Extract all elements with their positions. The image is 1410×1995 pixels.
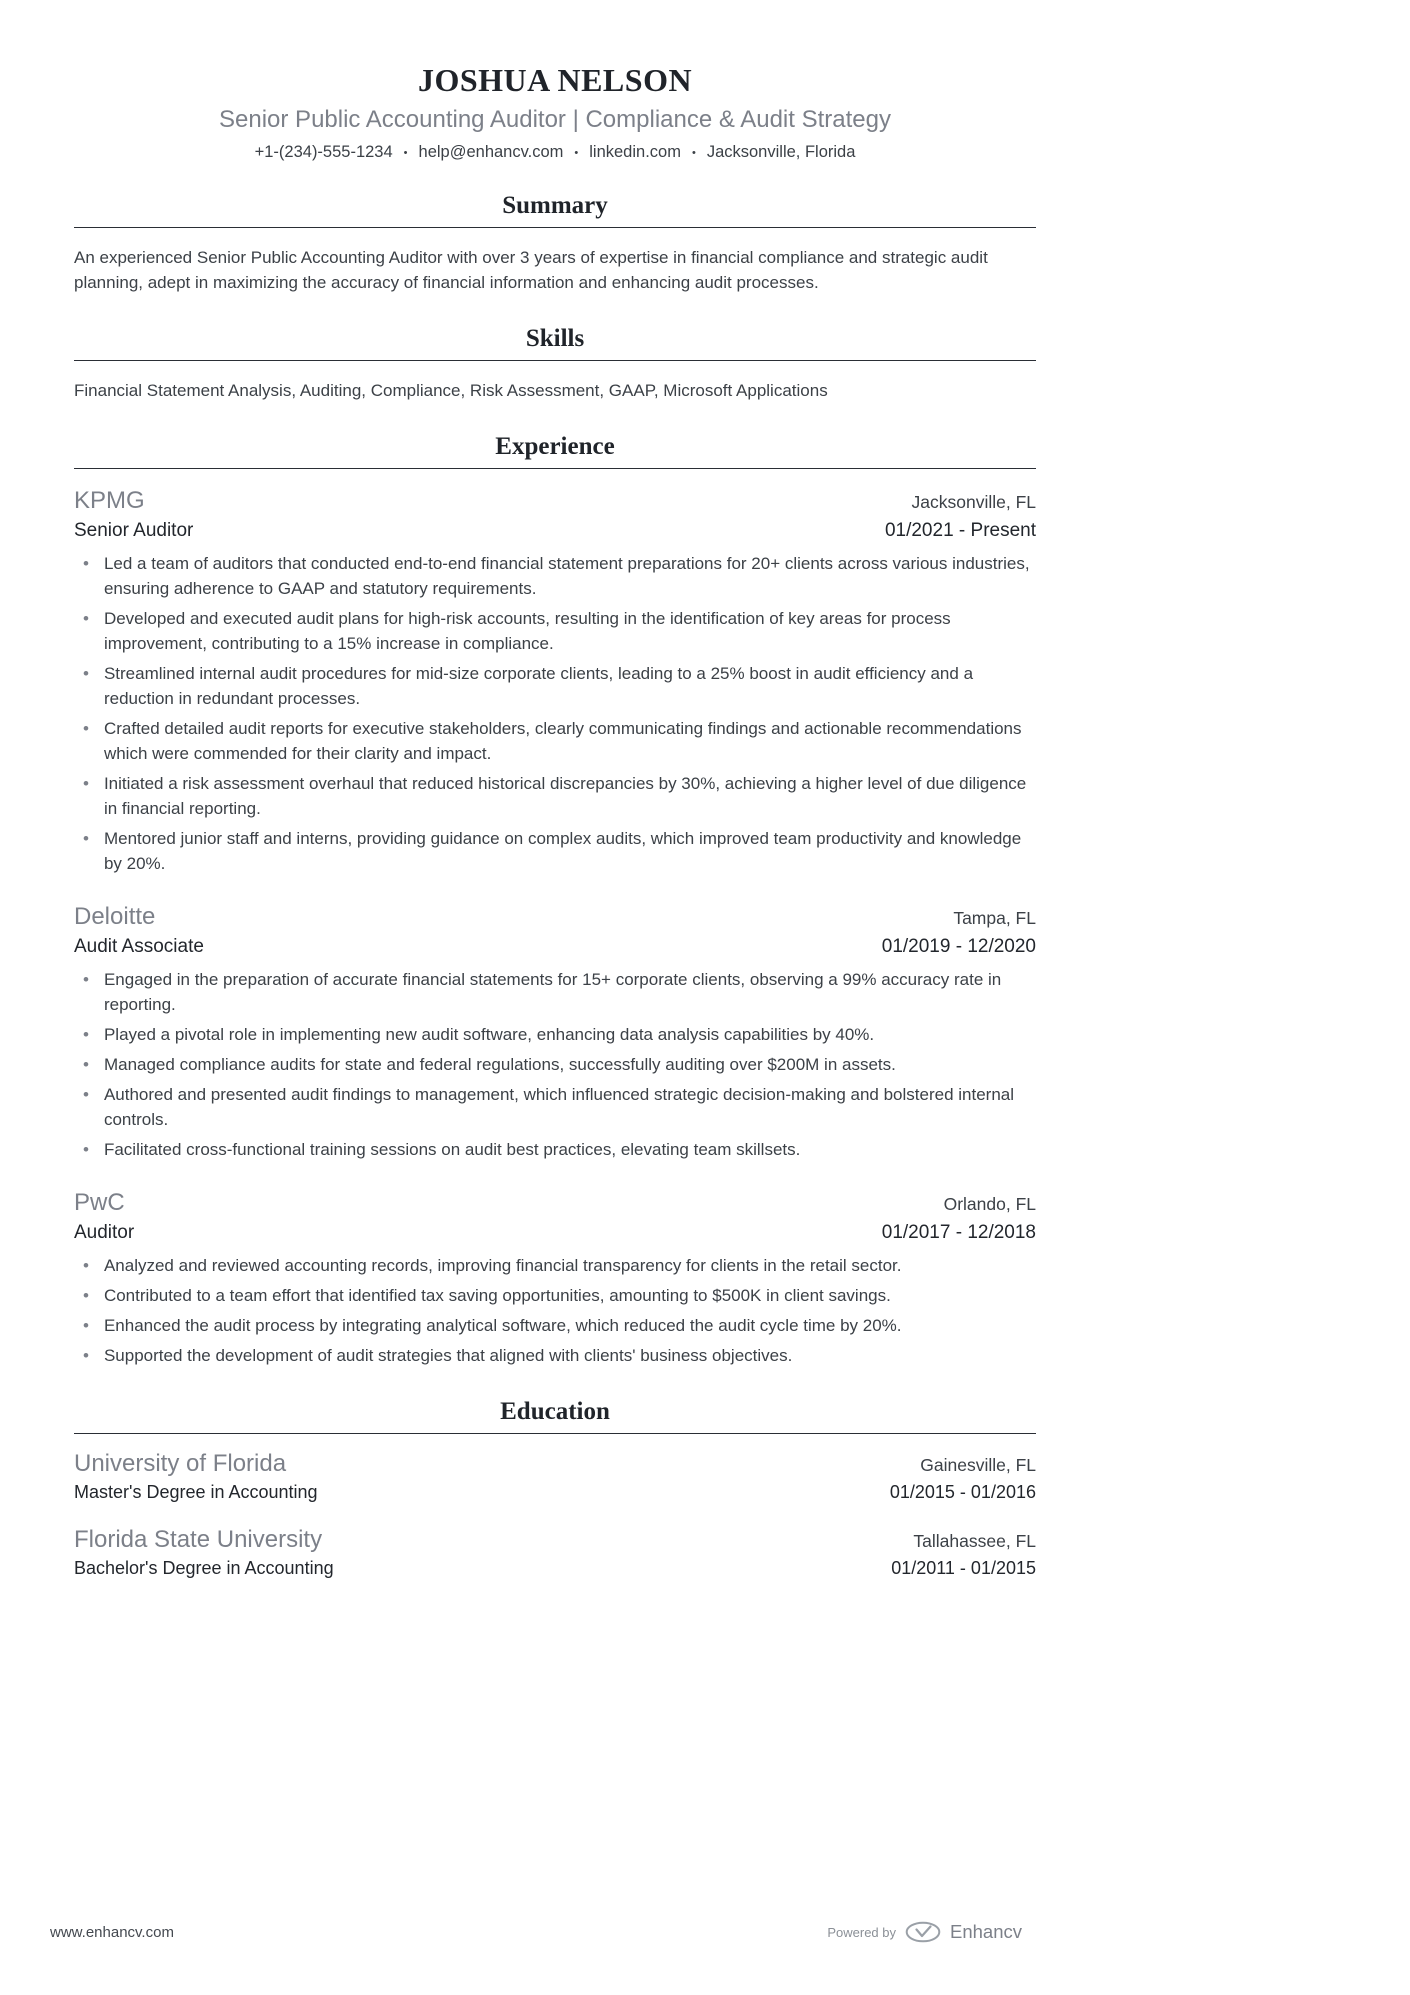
powered-by-label: Powered by bbox=[827, 1924, 896, 1940]
bullet-icon: • bbox=[83, 1346, 89, 1365]
company-location: Orlando, FL bbox=[943, 1194, 1036, 1214]
page-footer bbox=[50, 1921, 1022, 1943]
contact-separator: • bbox=[691, 146, 696, 159]
bullet-text: Analyzed and reviewed accounting records, improving financial transparency for clients in the retail sector. bbox=[103, 1256, 902, 1275]
bullet-icon: • bbox=[83, 970, 89, 989]
skills-text: Financial Statement Analysis, Auditing, Compliance, Risk Assessment, GAAP, Microsoft Applications bbox=[74, 381, 828, 400]
bullet-icon: • bbox=[83, 1140, 89, 1159]
degree-name: Master's Degree in Accounting bbox=[74, 1482, 318, 1502]
bullet-text: Developed and executed audit plans for high-risk accounts, resulting in the identification of key areas for process improvement, contributing to a 15% increase in compliance. bbox=[103, 609, 951, 653]
degree-name: Bachelor's Degree in Accounting bbox=[74, 1558, 334, 1578]
contact-link[interactable]: linkedin.com bbox=[589, 143, 681, 161]
job-dates: 01/2021 - Present bbox=[884, 520, 1036, 541]
bullet-item bbox=[74, 1283, 1036, 1308]
bullet-icon: • bbox=[83, 1286, 89, 1305]
section-divider bbox=[74, 1433, 1036, 1434]
bullet-text: Managed compliance audits for state and federal regulations, successfully auditing over $200M in assets. bbox=[103, 1055, 896, 1074]
job-title: Audit Associate bbox=[74, 936, 204, 957]
bullet-list bbox=[74, 1253, 1036, 1368]
skills-section bbox=[74, 325, 1036, 403]
education-dates: 01/2015 - 01/2016 bbox=[889, 1482, 1036, 1502]
resume-content bbox=[74, 0, 1036, 1579]
bullet-icon: • bbox=[83, 829, 89, 848]
education-dates: 01/2011 - 01/2015 bbox=[891, 1558, 1036, 1578]
education-section bbox=[74, 1398, 1036, 1579]
bullet-item bbox=[74, 1137, 1036, 1162]
job-title: Auditor bbox=[74, 1222, 135, 1243]
education-entries bbox=[74, 1450, 1036, 1579]
bullet-icon: • bbox=[83, 554, 89, 573]
company-name: PwC bbox=[74, 1189, 125, 1216]
job-dates: 01/2017 - 12/2018 bbox=[881, 1222, 1036, 1243]
entry-degree-row bbox=[74, 1482, 1036, 1503]
company-location: Jacksonville, FL bbox=[911, 492, 1036, 512]
bullet-icon: • bbox=[83, 609, 89, 628]
experience-section bbox=[74, 433, 1036, 1368]
bullet-item bbox=[74, 967, 1036, 1017]
bullet-text: Authored and presented audit findings to management, which influenced strategic decision-making and bolstered internal controls. bbox=[103, 1085, 1015, 1129]
person-title: Senior Public Accounting Auditor | Compliance & Audit Strategy bbox=[219, 106, 891, 133]
bullet-text: Streamlined internal audit procedures for mid-size corporate clients, leading to a 25% boost in audit efficiency and a reduction in redundant processes. bbox=[103, 664, 974, 708]
experience-entries bbox=[74, 487, 1036, 1368]
bullet-item bbox=[74, 771, 1036, 821]
bullet-item bbox=[74, 826, 1036, 876]
bullet-item bbox=[74, 606, 1036, 656]
resume-header bbox=[74, 62, 1036, 162]
bullet-item bbox=[74, 1052, 1036, 1077]
contact-email[interactable]: help@enhancv.com bbox=[418, 143, 564, 161]
school-name: Florida State University bbox=[74, 1526, 323, 1553]
contact-location: Jacksonville, Florida bbox=[706, 143, 856, 161]
entry-role-row bbox=[74, 520, 1036, 542]
company-location: Tampa, FL bbox=[953, 908, 1036, 928]
entry-role-row bbox=[74, 936, 1036, 958]
section-divider bbox=[74, 468, 1036, 469]
experience-heading: Experience bbox=[495, 433, 615, 460]
summary-text: An experienced Senior Public Accounting Auditor with over 3 years of expertise in financial compliance and strategic audit planning, adept in maximizing the accuracy of financial information and enhancing audit processes. bbox=[74, 248, 988, 292]
powered-by bbox=[827, 1921, 1022, 1943]
entry-school-row bbox=[74, 1450, 1036, 1478]
experience-entry bbox=[74, 487, 1036, 876]
section-divider bbox=[74, 360, 1036, 361]
company-name: KPMG bbox=[74, 487, 145, 514]
bullet-text: Contributed to a team effort that identified tax saving opportunities, amounting to $500K in client savings. bbox=[103, 1286, 891, 1305]
school-location: Tallahassee, FL bbox=[913, 1531, 1036, 1551]
section-divider bbox=[74, 227, 1036, 228]
bullet-text: Initiated a risk assessment overhaul that reduced historical discrepancies by 30%, achieving a higher level of due diligence in financial reporting. bbox=[103, 774, 1027, 818]
bullet-text: Crafted detailed audit reports for executive stakeholders, clearly communicating findings and actionable recommendations which were commended for their clarity and impact. bbox=[103, 719, 1022, 763]
bullet-icon: • bbox=[83, 1256, 89, 1275]
bullet-icon: • bbox=[83, 774, 89, 793]
contact-phone: +1-(234)-555-1234 bbox=[254, 143, 393, 161]
bullet-text: Supported the development of audit strategies that aligned with clients' business objectives. bbox=[103, 1346, 793, 1365]
entry-role-row bbox=[74, 1222, 1036, 1244]
school-location: Gainesville, FL bbox=[920, 1455, 1036, 1475]
bullet-item bbox=[74, 551, 1036, 601]
bullet-icon: • bbox=[83, 1316, 89, 1335]
bullet-item bbox=[74, 1022, 1036, 1047]
bullet-icon: • bbox=[83, 719, 89, 738]
school-name: University of Florida bbox=[74, 1450, 287, 1477]
bullet-item bbox=[74, 1343, 1036, 1368]
bullet-text: Engaged in the preparation of accurate financial statements for 15+ corporate clients, observing a 99% accuracy rate in reporting. bbox=[103, 970, 1002, 1014]
person-name: JOSHUA NELSON bbox=[417, 62, 693, 98]
bullet-item bbox=[74, 1253, 1036, 1278]
bullet-text: Enhanced the audit process by integrating analytical software, which reduced the audit cycle time by 20%. bbox=[103, 1316, 902, 1335]
bullet-list bbox=[74, 967, 1036, 1162]
entry-degree-row bbox=[74, 1558, 1036, 1579]
education-entry bbox=[74, 1450, 1036, 1503]
experience-entry bbox=[74, 903, 1036, 1162]
contact-row bbox=[74, 143, 1036, 162]
bullet-icon: • bbox=[83, 1085, 89, 1104]
bullet-icon: • bbox=[83, 1055, 89, 1074]
footer-website-link[interactable]: www.enhancv.com bbox=[50, 1923, 174, 1941]
company-name: Deloitte bbox=[74, 903, 156, 930]
summary-heading: Summary bbox=[502, 192, 608, 219]
job-dates: 01/2019 - 12/2020 bbox=[881, 936, 1036, 957]
bullet-icon: • bbox=[83, 1025, 89, 1044]
summary-section bbox=[74, 192, 1036, 295]
bullet-item bbox=[74, 716, 1036, 766]
experience-entry bbox=[74, 1189, 1036, 1368]
education-entry bbox=[74, 1526, 1036, 1579]
entry-school-row bbox=[74, 1526, 1036, 1554]
entry-company-row bbox=[74, 1189, 1036, 1217]
bullet-text: Mentored junior staff and interns, providing guidance on complex audits, which improved team productivity and knowledge by 20%. bbox=[103, 829, 1022, 873]
education-heading: Education bbox=[500, 1398, 610, 1425]
bullet-text: Led a team of auditors that conducted end-to-end financial statement preparations for 20+ clients across various industries, ensuring adherence to GAAP and statutory requirements. bbox=[103, 554, 1030, 598]
enhancv-logo-icon bbox=[905, 1921, 941, 1943]
skills-heading: Skills bbox=[525, 325, 585, 352]
bullet-item bbox=[74, 1313, 1036, 1338]
bullet-list bbox=[74, 551, 1036, 876]
bullet-item bbox=[74, 661, 1036, 711]
job-title: Senior Auditor bbox=[74, 520, 194, 541]
bullet-item bbox=[74, 1082, 1036, 1132]
entry-company-row bbox=[74, 903, 1036, 931]
bullet-text: Played a pivotal role in implementing new audit software, enhancing data analysis capabilities by 40%. bbox=[103, 1025, 875, 1044]
entry-company-row bbox=[74, 487, 1036, 515]
bullet-icon: • bbox=[83, 664, 89, 683]
contact-separator: • bbox=[403, 146, 408, 159]
enhancv-brand: Enhancv bbox=[950, 1921, 1022, 1942]
contact-separator: • bbox=[574, 146, 579, 159]
bullet-text: Facilitated cross-functional training sessions on audit best practices, elevating team skillsets. bbox=[103, 1140, 801, 1159]
